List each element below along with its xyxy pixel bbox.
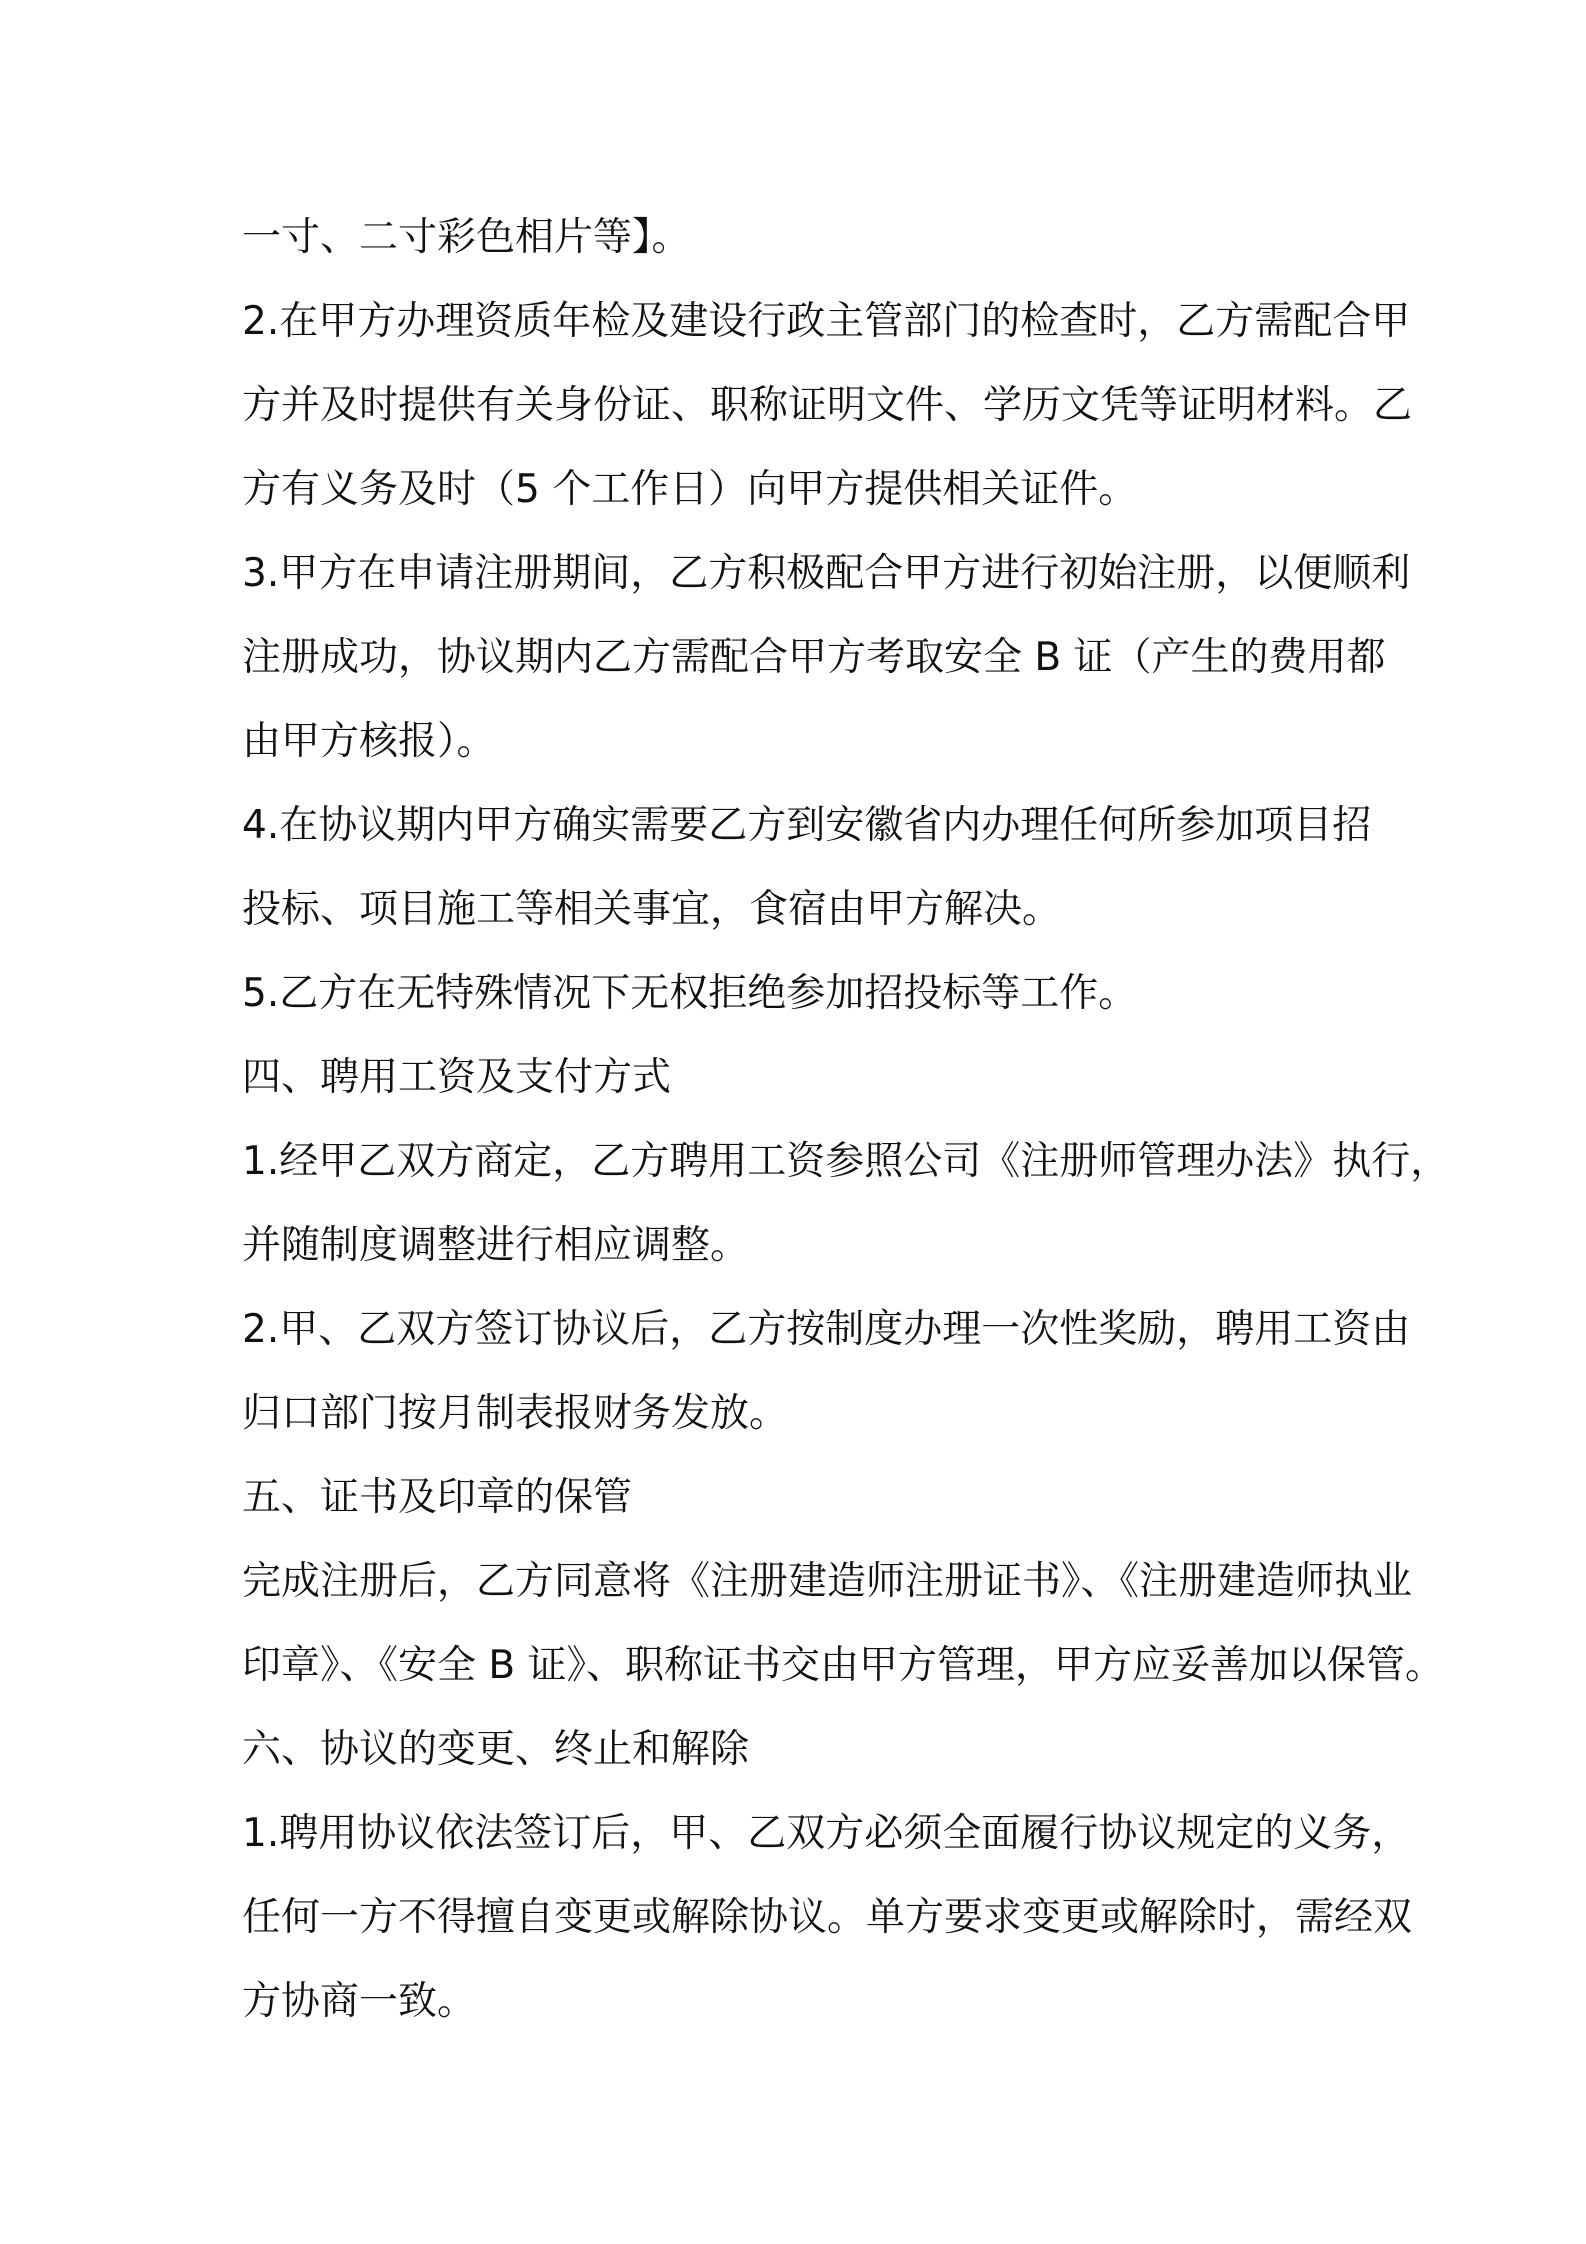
section-4-heading: 四、聘用工资及支付方式 <box>242 1055 672 1100</box>
section-5-text-line-1: 完成注册后，乙方同意将《注册建造师注册证书》、《注册建造师执业 <box>242 1559 1413 1604</box>
clause-4-1-line-1: 1.经甲乙双方商定，乙方聘用工资参照公司《注册师管理办法》执行， <box>242 1139 1450 1184</box>
clause-6-1-line-2: 任何一方不得擅自变更或解除协议。单方要求变更或解除时，需经双 <box>242 1895 1413 1940</box>
clause-6-1-line-3: 方协商一致。 <box>242 1979 477 2024</box>
clause-3-3-line-1: 3.甲方在申请注册期间，乙方积极配合甲方进行初始注册，以便顺利 <box>242 551 1411 596</box>
clause-3-5-line-1: 5.乙方在无特殊情况下无权拒绝参加招投标等工作。 <box>242 971 1138 1016</box>
clause-3-2-line-1: 2.在甲方办理资质年检及建设行政主管部门的检查时，乙方需配合甲 <box>242 299 1411 344</box>
clause-3-3-line-3: 由甲方核报）。 <box>242 719 496 764</box>
clause-4-1-line-2: 并随制度调整进行相应调整。 <box>242 1223 750 1268</box>
clause-3-4-line-2: 投标、项目施工等相关事宜，食宿由甲方解决。 <box>242 887 1062 932</box>
clause-4-2-line-1: 2.甲、乙双方签订协议后，乙方按制度办理一次性奖励，聘用工资由 <box>242 1307 1411 1352</box>
clause-4-2-line-2: 归口部门按月制表报财务发放。 <box>242 1391 789 1436</box>
clause-6-1-line-1: 1.聘用协议依法签订后，甲、乙双方必须全面履行协议规定的义务， <box>242 1811 1411 1856</box>
document-body <box>242 196 1450 2044</box>
text-line-continuation: 一寸、二寸彩色相片等】。 <box>242 215 691 260</box>
clause-3-3-line-2: 注册成功，协议期内乙方需配合甲方考取安全 B 证（产生的费用都 <box>242 635 1386 680</box>
section-5-heading: 五、证书及印章的保管 <box>242 1475 633 1520</box>
section-6-heading: 六、协议的变更、终止和解除 <box>242 1727 750 1772</box>
section-5-text-line-2: 印章》、《安全 B 证》、职称证书交由甲方管理，甲方应妥善加以保管。 <box>242 1643 1445 1688</box>
clause-3-4-line-1: 4.在协议期内甲方确实需要乙方到安徽省内办理任何所参加项目招 <box>242 803 1372 848</box>
clause-3-2-line-3: 方有义务及时（5 个工作日）向甲方提供相关证件。 <box>242 467 1138 512</box>
clause-3-2-line-2: 方并及时提供有关身份证、职称证明文件、学历文凭等证明材料。乙 <box>242 383 1413 428</box>
